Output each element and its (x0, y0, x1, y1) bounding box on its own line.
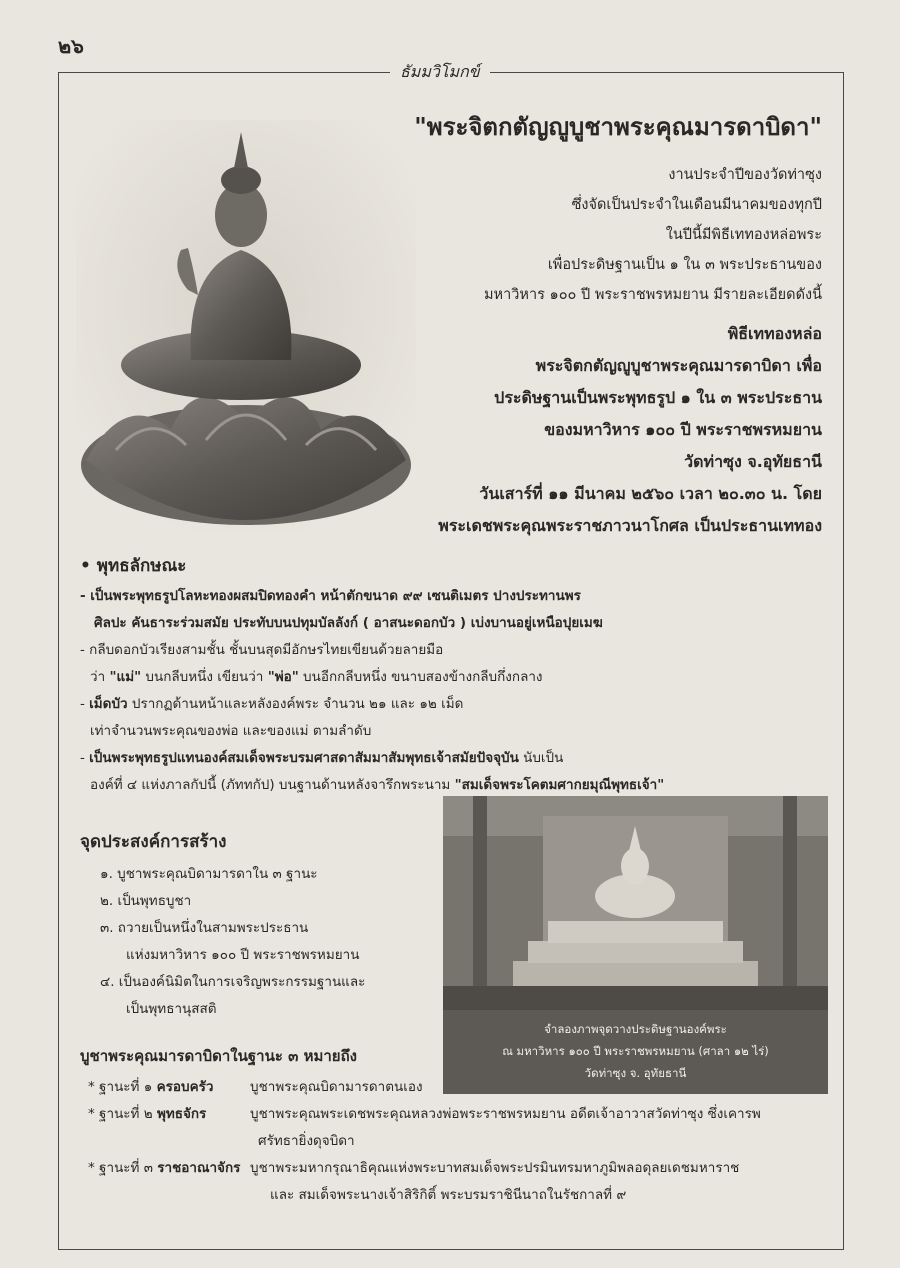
characteristics-section (80, 552, 820, 799)
article-title: "พระจิตกตัญญูบูชาพระคุณมารดาบิดา" (414, 112, 822, 141)
text-run: ปรากฏด้านหน้าและหลังองค์พระ จำนวน ๒๑ และ ๑๒ เม็ด (127, 696, 464, 712)
status-label-bold: พุทธจักร (156, 1106, 207, 1122)
status-text: บูชาพระมหากรุณาธิคุณแห่งพระบาทสมเด็จพระปรมินทรมหาภูมิพลอดุลยเดชมหาราช (250, 1160, 740, 1176)
status-text-continued: ศรัทธายิ่งดุจบิดา (258, 1133, 355, 1149)
status-label: * ฐานะที่ ๓ (88, 1160, 158, 1176)
caption-line: จำลองภาพจุดวางประดิษฐานองค์พระ (544, 1022, 727, 1036)
text-run: บนอีกกลีบหนึ่ง ขนาบสองข้างกลีบกึ่งกลาง (298, 669, 543, 685)
status-text: บูชาพระคุณบิดามารดาตนเอง (250, 1079, 423, 1095)
purpose-item: แห่งมหาวิหาร ๑๐๐ ปี พระราชพรหมยาน (126, 947, 360, 963)
text-run: เป็นพระพุทธรูปแทนองค์สมเด็จพระบรมศาสดาสัมมาสัมพุทธเจ้าสมัยปัจจุบัน (89, 750, 519, 766)
purpose-section (80, 828, 430, 1023)
ceremony-line: พระเดชพระคุณพระราชภาวนาโกศล เป็นประธานเททอง (438, 516, 822, 535)
shrine-photo-image (443, 796, 828, 1010)
ceremony-line: วันเสาร์ที่ ๑๑ มีนาคม ๒๕๖๐ เวลา ๒๐.๓๐ น. โดย (479, 484, 822, 503)
text-run: เม็ดบัว (89, 696, 128, 712)
section-heading: บูชาพระคุณมารดาบิดาในฐานะ ๓ หมายถึง (80, 1047, 357, 1065)
buddha-statue-image (76, 120, 416, 530)
characteristic-line: เท่าจำนวนพระคุณของพ่อ และของแม่ ตามลำดับ (90, 723, 372, 739)
caption-line: วัดท่าซุง จ. อุทัยธานี (584, 1066, 687, 1080)
purpose-item: ๑. บูชาพระคุณบิดามารดาใน ๓ ฐานะ (100, 866, 318, 882)
caption-line: ณ มหาวิหาร ๑๐๐ ปี พระราชพรหมยาน (ศาลา ๑๒ ไร่) (502, 1044, 769, 1058)
text-run: "แม่" (109, 669, 142, 685)
intro-line: งานประจำปีของวัดท่าซุง (668, 167, 822, 183)
status-section (80, 1044, 820, 1209)
text-run: "พ่อ" (267, 669, 299, 685)
text-run: "สมเด็จพระโคตมศากยมุณีพุทธเจ้า" (454, 777, 665, 793)
characteristic-line: ศิลปะ คันธาระร่วมสมัย ประทับบนปทุมบัลลังก์ ( อาสนะดอกบัว ) เบ่งบานอยู่เหนือปุยเมฆ (94, 615, 603, 631)
characteristic-line (80, 664, 820, 691)
page-number: ๒๖ (58, 34, 84, 58)
intro-line: ในปีนี้มีพิธีเททองหล่อพระ (665, 227, 822, 243)
intro-line: มหาวิหาร ๑๐๐ ปี พระราชพรหมยาน มีรายละเอียดดังนี้ (484, 287, 822, 303)
text-run: - (80, 750, 90, 766)
text-run: นับเป็น (518, 750, 564, 766)
status-label: * ฐานะที่ ๒ (88, 1106, 157, 1122)
ceremony-line: ประดิษฐานเป็นพระพุทธรูป ๑ ใน ๓ พระประธาน (494, 388, 822, 407)
status-row (80, 1101, 820, 1128)
running-header: ธัมมวิโมกข์ (390, 60, 490, 85)
characteristic-line: - กลีบดอกบัวเรียงสามชั้น ชั้นบนสุดมีอักษรไทยเขียนด้วยลายมือ (80, 642, 444, 658)
text-run: ว่า (90, 669, 110, 685)
status-text: บูชาพระคุณพระเดชพระคุณหลวงพ่อพระราชพรหมยาน อดีตเจ้าอาวาสวัดท่าซุง ซึ่งเคารพ (250, 1106, 761, 1122)
section-heading: จุดประสงค์การสร้าง (80, 832, 227, 852)
ceremony-line: ของมหาวิหาร ๑๐๐ ปี พระราชพรหมยาน (544, 420, 822, 439)
text-run: - (80, 696, 90, 712)
characteristic-line (80, 691, 820, 718)
section-heading: • พุทธลักษณะ (80, 556, 187, 576)
status-row (80, 1074, 820, 1101)
characteristic-line: - เป็นพระพุทธรูปโลหะทองผสมปิดทองคำ หน้าตักขนาด ๙๙ เซนติเมตร ปางประทานพร (80, 588, 581, 604)
ceremony-line: พระจิตกตัญญูบูชาพระคุณมารดาบิดา เพื่อ (535, 356, 822, 375)
ceremony-announcement (372, 318, 822, 542)
purpose-item: ๔. เป็นองค์นิมิตในการเจริญพระกรรมฐานและ (100, 974, 366, 990)
characteristic-line (80, 745, 820, 772)
status-label-bold: ราชอาณาจักร (157, 1160, 241, 1176)
intro-line: เพื่อประดิษฐานเป็น ๑ ใน ๓ พระประธานของ (547, 257, 822, 273)
ceremony-line: วัดท่าซุง จ.อุทัยธานี (684, 452, 822, 471)
purpose-item: ๒. เป็นพุทธบูชา (100, 893, 192, 909)
text-run: บนกลีบหนึ่ง เขียนว่า (141, 669, 268, 685)
ceremony-line: พิธีเททองหล่อ (727, 324, 822, 343)
characteristic-line (80, 772, 820, 799)
status-row (80, 1155, 820, 1182)
status-label-bold: ครอบครัว (156, 1079, 214, 1095)
intro-paragraph (402, 160, 822, 310)
status-label: * ฐานะที่ ๑ (88, 1079, 157, 1095)
intro-line: ซึ่งจัดเป็นประจำในเดือนมีนาคมของทุกปี (571, 197, 822, 213)
purpose-item: ๓. ถวายเป็นหนึ่งในสามพระประธาน (100, 920, 309, 936)
text-run: องค์ที่ ๔ แห่งภาลกัปนี้ (ภัททกัป) บนฐานด้านหลังจารึกพระนาม (90, 777, 455, 793)
status-text-continued: และ สมเด็จพระนางเจ้าสิริกิติ์ พระบรมราชินีนาถในรัชกาลที่ ๙ (270, 1187, 627, 1203)
purpose-item: เป็นพุทธานุสสติ (126, 1001, 217, 1017)
